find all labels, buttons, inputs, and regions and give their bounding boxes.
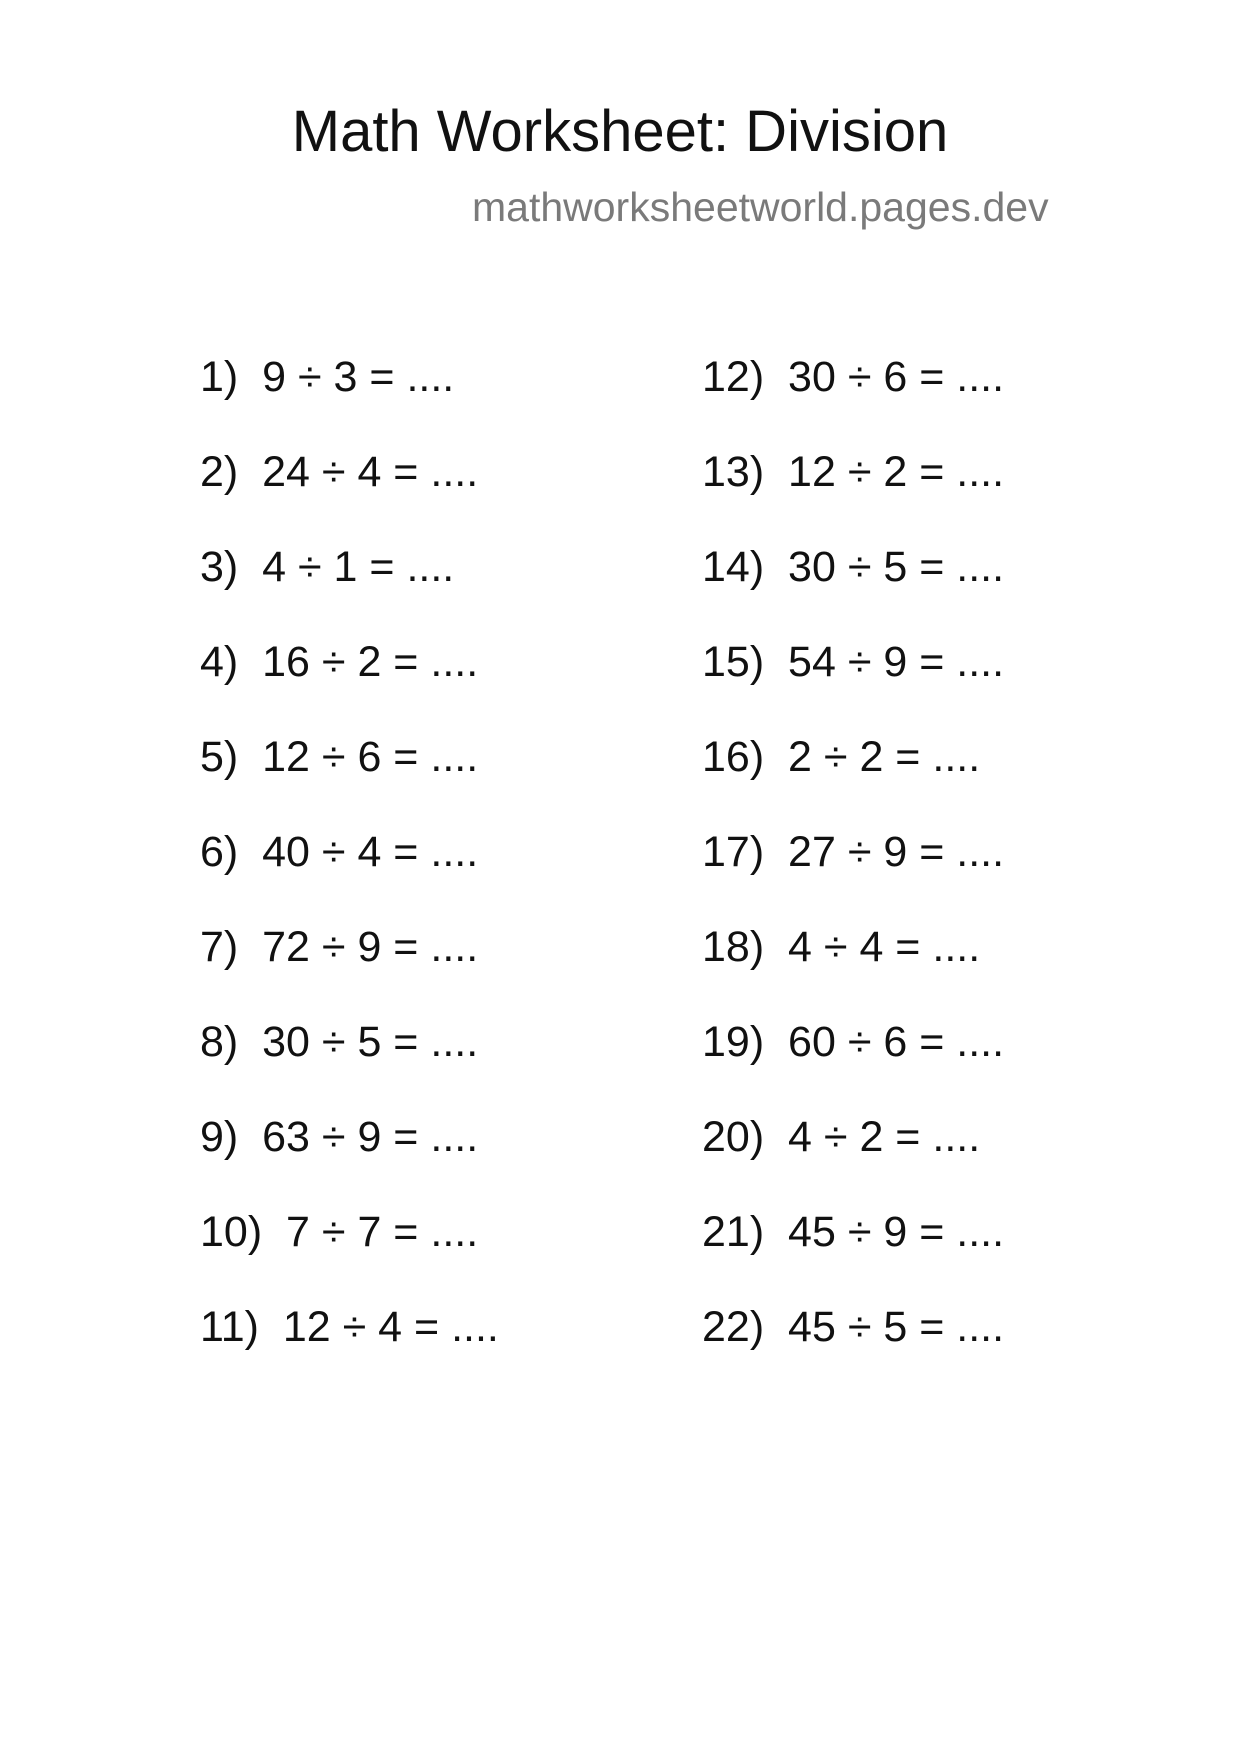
problem-15: 15) 54 ÷ 9 = .... <box>702 638 1005 686</box>
problem-13: 13) 12 ÷ 2 = .... <box>702 448 1005 496</box>
problem-3: 3) 4 ÷ 1 = .... <box>200 543 455 591</box>
page-title: Math Worksheet: Division <box>291 99 949 164</box>
problem-4: 4) 16 ÷ 2 = .... <box>200 638 479 686</box>
source-url: mathworksheetworld.pages.dev <box>472 184 1049 230</box>
problem-11: 11) 12 ÷ 4 = .... <box>200 1303 499 1351</box>
problem-6: 6) 40 ÷ 4 = .... <box>200 828 479 876</box>
problem-22: 22) 45 ÷ 5 = .... <box>702 1303 1005 1351</box>
problem-20: 20) 4 ÷ 2 = .... <box>702 1113 981 1161</box>
problem-5: 5) 12 ÷ 6 = .... <box>200 733 479 781</box>
problem-16: 16) 2 ÷ 2 = .... <box>702 733 981 781</box>
problems-left-column <box>200 345 499 1390</box>
problem-2: 2) 24 ÷ 4 = .... <box>200 448 479 496</box>
problem-1: 1) 9 ÷ 3 = .... <box>200 353 455 401</box>
problem-7: 7) 72 ÷ 9 = .... <box>200 923 479 971</box>
problem-10: 10) 7 ÷ 7 = .... <box>200 1208 479 1256</box>
problem-14: 14) 30 ÷ 5 = .... <box>702 543 1005 591</box>
problem-17: 17) 27 ÷ 9 = .... <box>702 828 1005 876</box>
problem-9: 9) 63 ÷ 9 = .... <box>200 1113 479 1161</box>
problem-8: 8) 30 ÷ 5 = .... <box>200 1018 479 1066</box>
problem-21: 21) 45 ÷ 9 = .... <box>702 1208 1005 1256</box>
problem-18: 18) 4 ÷ 4 = .... <box>702 923 981 971</box>
problem-19: 19) 60 ÷ 6 = .... <box>702 1018 1005 1066</box>
problems-right-column <box>702 345 1004 1390</box>
problem-12: 12) 30 ÷ 6 = .... <box>702 353 1005 401</box>
